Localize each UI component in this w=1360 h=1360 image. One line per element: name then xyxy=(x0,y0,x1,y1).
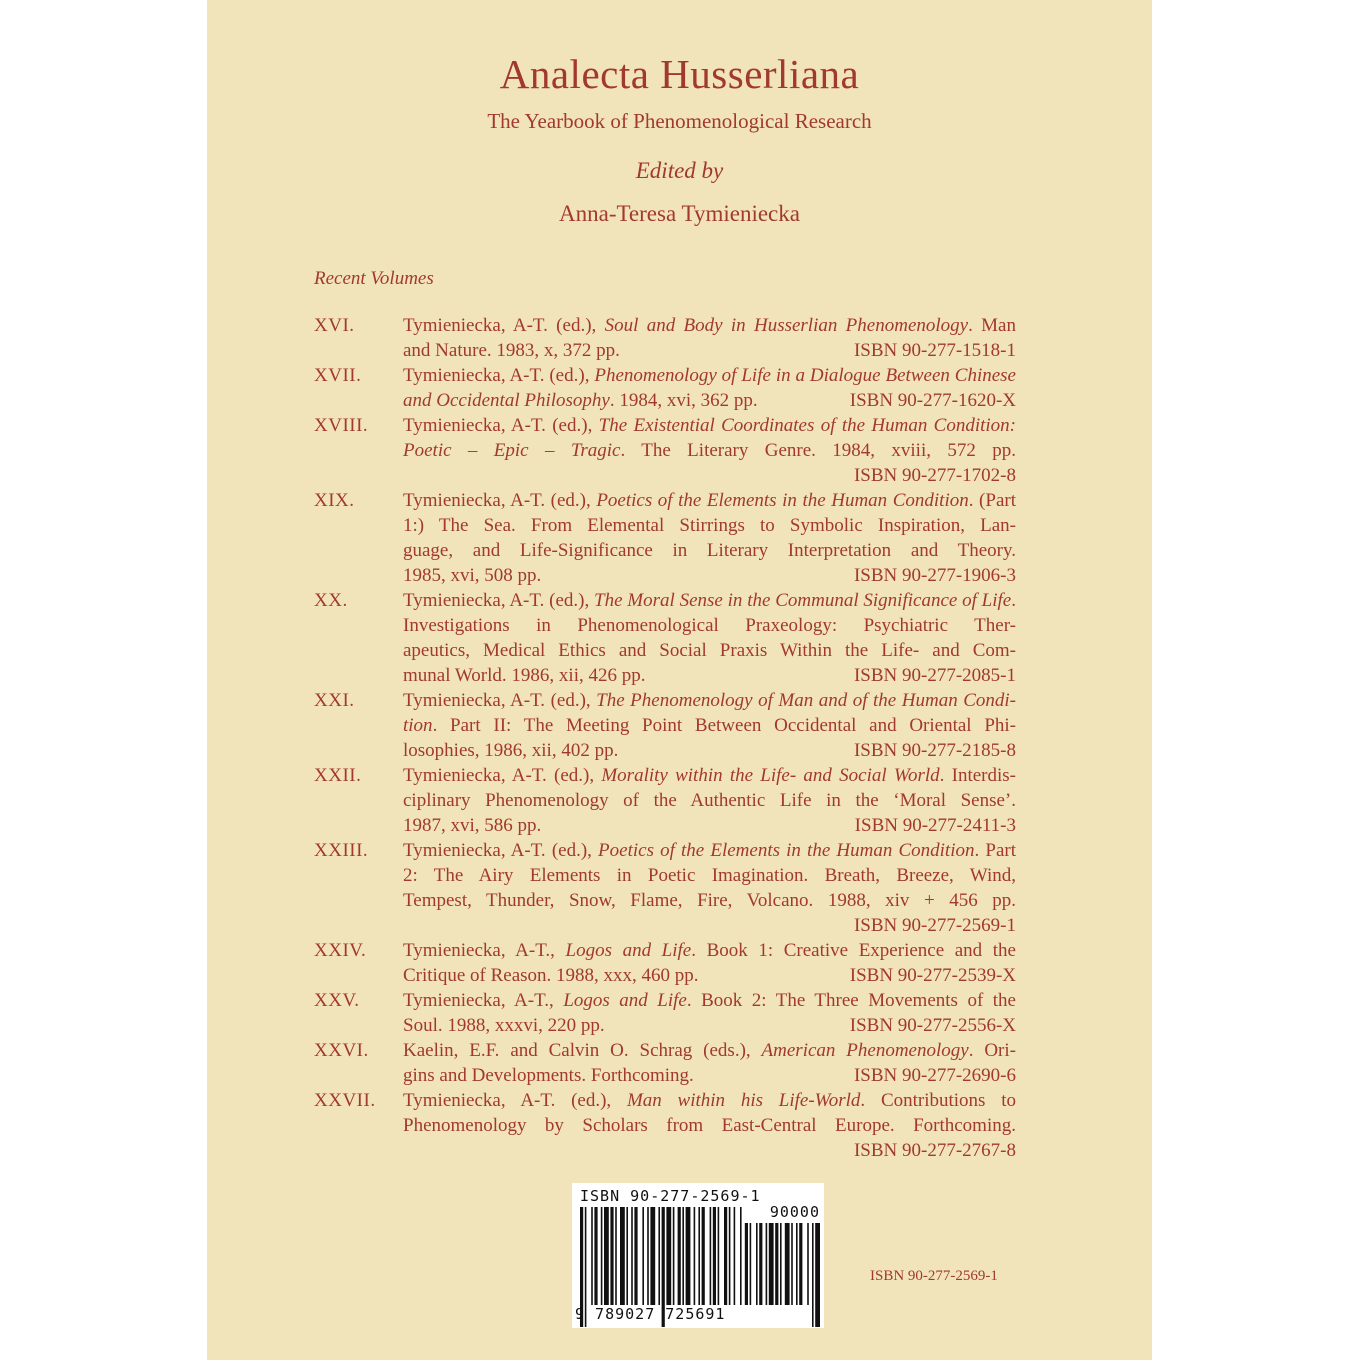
volume-isbn: ISBN 90-277-1906-3 xyxy=(853,565,1016,586)
volume-details: and Nature. 1983, x, 372 pp. xyxy=(403,340,620,361)
volume-text-line: Tymieniecka, A-T., Logos and Life. Book 2: The Three Movements of the xyxy=(403,990,1016,1011)
volume-text-line xyxy=(403,1063,1016,1088)
barcode-bar xyxy=(686,1207,691,1305)
volume-title: The Moral Sense in the Communal Significance of Life xyxy=(594,590,1012,611)
barcode-bar xyxy=(710,1207,712,1305)
barcode-bar xyxy=(807,1223,809,1305)
barcode-bar xyxy=(780,1223,782,1305)
volume-text-line: Tymieniecka, A-T. (ed.), Poetics of the Elements in the Human Condition. Part xyxy=(403,840,1016,861)
barcode-bar xyxy=(647,1207,649,1305)
series-title: Analecta Husserliana xyxy=(499,51,860,97)
volume-description xyxy=(403,688,1016,763)
barcode-bar xyxy=(750,1223,752,1305)
volume-title: American Phenomenology xyxy=(761,1040,969,1061)
barcode-bar xyxy=(775,1223,778,1305)
volume-isbn: ISBN 90-277-1518-1 xyxy=(853,340,1016,361)
volume-text-line xyxy=(403,738,1016,763)
volume-description xyxy=(403,838,1016,938)
volume-details: gins and Developments. Forthcoming. xyxy=(403,1065,694,1086)
volume-title: Logos and Life xyxy=(565,940,692,961)
volume-list xyxy=(314,313,1016,1163)
volume-text-line: guage, and Life-Significance in Literary Interpretation and Theory. xyxy=(403,540,1016,561)
volume-isbn: ISBN 90-277-2690-6 xyxy=(853,1065,1016,1086)
volume-number: XXVI. xyxy=(314,1040,369,1061)
volume-description xyxy=(403,488,1016,588)
volume-text-line: apeutics, Medical Ethics and Social Praxis Within the Life- and Com- xyxy=(403,640,1016,661)
barcode-bar xyxy=(601,1207,603,1305)
volume-text-line: Tymieniecka, A-T. (ed.), Poetics of the Elements in the Human Condition. (Part xyxy=(403,490,1016,511)
barcode-bar xyxy=(658,1207,660,1305)
barcode-bar xyxy=(769,1223,774,1305)
volume-description xyxy=(403,1038,1016,1088)
barcode-bar xyxy=(812,1223,814,1327)
volume-number: XXV. xyxy=(314,990,360,1011)
volume-description xyxy=(403,313,1016,363)
volume-entry xyxy=(314,838,1016,938)
volume-title: Phenomenology of Life in a Dialogue Between Chinese xyxy=(594,365,1016,386)
volume-title: The Phenomenology of Man and of the Human Condi- xyxy=(596,690,1016,711)
volume-details: losophies, 1986, xii, 402 pp. xyxy=(403,740,619,761)
barcode-ean-number: 9 789027 725691 xyxy=(575,1305,726,1323)
barcode-bar xyxy=(594,1207,597,1305)
volume-text-line: Kaelin, E.F. and Calvin O. Schrag (eds.), American Phenomenology. Ori- xyxy=(403,1040,1016,1061)
isbn-barcode xyxy=(572,1183,824,1328)
volume-entry xyxy=(314,688,1016,763)
volume-entry xyxy=(314,1038,1016,1088)
volume-details: 1987, xvi, 586 pp. xyxy=(403,815,542,836)
volume-entry xyxy=(314,413,1016,488)
volume-number: XVII. xyxy=(314,365,362,386)
barcode-bar xyxy=(702,1207,705,1305)
volume-entry xyxy=(314,1088,1016,1163)
volume-text-line xyxy=(403,1013,1016,1038)
volume-number: XXIV. xyxy=(314,940,367,961)
volume-description xyxy=(403,588,1016,688)
volume-number: XVI. xyxy=(314,315,355,336)
barcode-bar xyxy=(766,1223,768,1305)
volume-text-line: Poetic – Epic – Tragic. The Literary Genre. 1984, xviii, 572 pp. xyxy=(403,440,1016,461)
volume-details: and Occidental Philosophy. 1984, xvi, 362 pp. xyxy=(403,390,758,411)
barcode-bar xyxy=(756,1223,758,1305)
volume-number: XXIII. xyxy=(314,840,369,861)
volume-text-line: 1:) The Sea. From Elemental Stirrings to Symbolic Inspiration, Lan- xyxy=(403,515,1016,536)
volume-isbn: ISBN 90-277-2539-X xyxy=(849,965,1016,986)
volume-title: Man within his Life-World xyxy=(626,1090,861,1111)
volume-description xyxy=(403,363,1016,413)
volume-title: Poetics of the Elements in the Human Condition xyxy=(596,490,969,511)
volume-entry xyxy=(314,363,1016,413)
volume-text-line: ciplinary Phenomenology of the Authentic Life in the ‘Moral Sense’. xyxy=(403,790,1016,811)
volume-text-line xyxy=(403,813,1016,838)
barcode-bar xyxy=(678,1207,681,1305)
volume-text-line xyxy=(403,388,1016,413)
volume-title: Poetics of the Elements in the Human Condition xyxy=(598,840,975,861)
barcode-bar xyxy=(729,1207,731,1305)
volume-text-line xyxy=(403,563,1016,588)
series-subtitle: The Yearbook of Phenomenological Research xyxy=(487,109,872,133)
volume-text-line xyxy=(403,963,1016,988)
barcode-bar xyxy=(734,1207,736,1305)
volume-number: XVIII. xyxy=(314,415,369,436)
barcode-bar xyxy=(718,1207,720,1305)
barcode-bar xyxy=(815,1223,820,1327)
barcode-bar xyxy=(673,1207,675,1305)
volume-details: munal World. 1986, xii, 426 pp. xyxy=(403,665,646,686)
volume-description xyxy=(403,763,1016,838)
barcode-bar xyxy=(796,1223,798,1305)
editor-name: Anna-Teresa Tymieniecka xyxy=(559,201,800,226)
barcode-bar xyxy=(626,1207,628,1305)
barcode-bar xyxy=(620,1207,625,1305)
volume-isbn: ISBN 90-277-2556-X xyxy=(849,1015,1016,1036)
volume-title: Logos and Life xyxy=(563,990,687,1011)
recent-volumes-heading: Recent Volumes xyxy=(314,268,434,289)
volume-text-line xyxy=(403,338,1016,363)
volume-text-line: Tymieniecka, A-T., Logos and Life. Book 1: Creative Experience and the xyxy=(403,940,1016,961)
volume-text-line: Tymieniecka, A-T. (ed.), Morality within the Life- and Social World. Interdis- xyxy=(403,765,1016,786)
barcode-price-code: 90000 xyxy=(769,1203,820,1221)
volume-entry xyxy=(314,988,1016,1038)
volume-isbn: ISBN 90-277-2569-1 xyxy=(853,915,1016,936)
barcode-bar xyxy=(785,1223,790,1305)
barcode-isbn-text: ISBN 90-277-2569-1 xyxy=(580,1187,761,1205)
barcode-bar xyxy=(650,1207,655,1305)
volume-number: XXII. xyxy=(314,765,362,786)
volume-number: XX. xyxy=(314,590,348,611)
volume-details: Critique of Reason. 1988, xxx, 460 pp. xyxy=(403,965,699,986)
volume-entry xyxy=(314,763,1016,838)
volume-text-line: Phenomenology by Scholars from East-Central Europe. Forthcoming. xyxy=(403,1115,1016,1136)
volume-title: Soul and Body in Husserlian Phenomenology xyxy=(604,315,969,336)
barcode-bar xyxy=(610,1207,613,1305)
barcode-bar xyxy=(799,1223,802,1305)
barcode-bar xyxy=(745,1223,748,1305)
volume-text-line: Tempest, Thunder, Snow, Flame, Fire, Volcano. 1988, xiv + 456 pp. xyxy=(403,890,1016,911)
volume-number: XXVII. xyxy=(314,1090,376,1111)
volume-number: XXI. xyxy=(314,690,355,711)
edited-by-label: Edited by xyxy=(635,158,724,183)
volume-entry xyxy=(314,313,1016,363)
volume-text-line: Tymieniecka, A-T. (ed.), The Existential Coordinates of the Human Condition: xyxy=(403,415,1017,436)
barcode-bar xyxy=(759,1223,762,1305)
volume-text-line: Tymieniecka, A-T. (ed.), Soul and Body in Husserlian Phenomenology. Man xyxy=(403,315,1016,336)
barcode-bar xyxy=(694,1207,696,1305)
volume-entry xyxy=(314,588,1016,688)
isbn-label: ISBN 90-277-2569-1 xyxy=(870,1268,998,1284)
volume-description xyxy=(403,1088,1016,1163)
volume-isbn: ISBN 90-277-2767-8 xyxy=(853,1140,1016,1161)
volume-isbn: ISBN 90-277-2185-8 xyxy=(853,740,1016,761)
barcode-bar xyxy=(591,1207,593,1305)
volume-entry xyxy=(314,938,1016,988)
volume-isbn: ISBN 90-277-2411-3 xyxy=(854,815,1016,836)
barcode-bar xyxy=(791,1223,793,1305)
volume-text-line: Tymieniecka, A-T. (ed.), The Moral Sense in the Communal Significance of Life. xyxy=(403,590,1016,611)
barcode-bar xyxy=(604,1207,609,1305)
barcode-bar xyxy=(615,1207,617,1305)
volume-title: tion xyxy=(403,715,433,736)
barcode-bar xyxy=(713,1207,716,1305)
volume-number: XIX. xyxy=(314,490,355,511)
volume-title: and Occidental Philosophy xyxy=(403,390,610,411)
volume-isbn: ISBN 90-277-1620-X xyxy=(849,390,1016,411)
volume-text-line: 2: The Airy Elements in Poetic Imagination. Breath, Breeze, Wind, xyxy=(403,865,1016,886)
volume-details: Soul. 1988, xxxvi, 220 pp. xyxy=(403,1015,605,1036)
barcode-bar xyxy=(642,1207,644,1305)
volume-isbn: ISBN 90-277-1702-8 xyxy=(853,465,1016,486)
volume-text-line xyxy=(403,663,1016,688)
volume-title: Poetic – Epic – Tragic xyxy=(403,440,621,461)
volume-text-line: Tymieniecka, A-T. (ed.), Phenomenology of Life in a Dialogue Between Chinese xyxy=(403,365,1016,386)
barcode-bar xyxy=(740,1207,742,1305)
barcode-bar xyxy=(666,1207,671,1305)
volume-entry xyxy=(314,488,1016,588)
barcode-bar xyxy=(698,1207,700,1305)
volume-text-line: tion. Part II: The Meeting Point Between Occidental and Oriental Phi- xyxy=(403,715,1016,736)
barcode-bar xyxy=(724,1207,727,1305)
volume-description xyxy=(403,938,1016,988)
volume-text-line: Tymieniecka, A-T. (ed.), Man within his Life-World. Contributions to xyxy=(403,1090,1016,1111)
barcode-bar xyxy=(634,1207,637,1305)
volume-title: Morality within the Life- and Social World xyxy=(601,765,940,786)
volume-description xyxy=(403,413,1016,488)
volume-description xyxy=(403,988,1016,1038)
volume-details: 1985, xvi, 508 pp. xyxy=(403,565,542,586)
volume-text-line: Tymieniecka, A-T. (ed.), The Phenomenology of Man and of the Human Condi- xyxy=(403,690,1016,711)
barcode-bar xyxy=(631,1207,633,1305)
volume-isbn: ISBN 90-277-2085-1 xyxy=(853,665,1016,686)
volume-title: The Existential Coordinates of the Human Condition: xyxy=(598,415,1017,436)
volume-text-line: Investigations in Phenomenological Praxeology: Psychiatric Ther- xyxy=(403,615,1016,636)
barcode-bar xyxy=(682,1207,684,1305)
